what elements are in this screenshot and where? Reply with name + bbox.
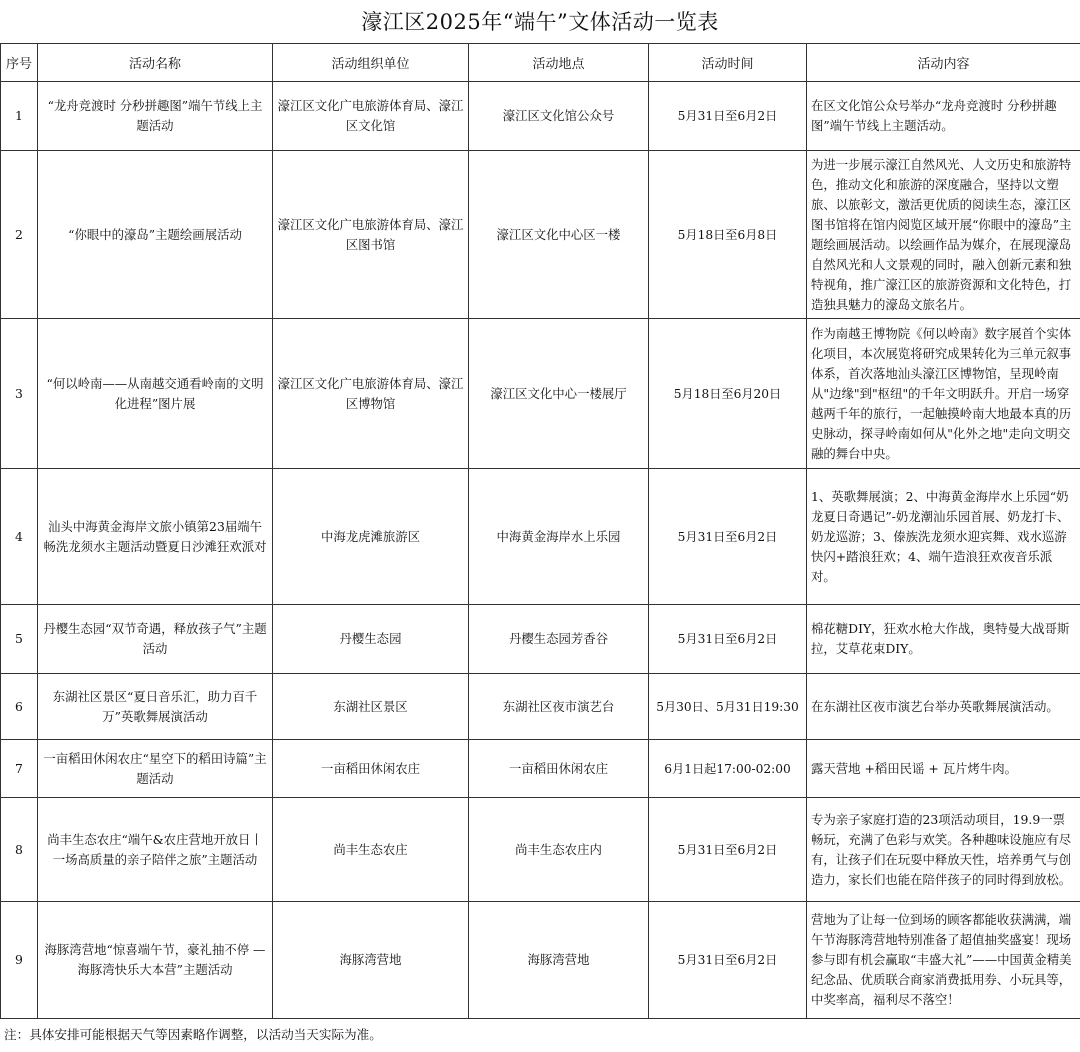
- cell-index: 4: [1, 469, 38, 605]
- table-row: [1, 798, 1080, 902]
- cell-content: 露天营地 +稻田民谣 + 瓦片烤牛肉。: [807, 740, 1080, 798]
- cell-name: “你眼中的濠岛”主题绘画展活动: [38, 151, 273, 319]
- cell-time: 5月18日至6月8日: [649, 151, 807, 319]
- cell-name: 东湖社区景区“夏日音乐汇，助力百千万”英歌舞展演活动: [38, 674, 273, 740]
- cell-org: 濠江区文化广电旅游体育局、濠江区文化馆: [273, 82, 469, 151]
- page-title: 濠江区2025年“端午”文体活动一览表: [361, 10, 719, 34]
- cell-time: 5月31日至6月2日: [649, 902, 807, 1019]
- table-row: [1, 151, 1080, 319]
- header-content: 活动内容: [807, 44, 1080, 82]
- cell-name: 一亩稻田休闲农庄“星空下的稻田诗篇”主题活动: [38, 740, 273, 798]
- cell-content: 专为亲子家庭打造的23项活动项目，19.9一票畅玩，充满了色彩与欢笑。各种趣味设施应有尽有，让孩子们在玩耍中释放天性，培养勇气与创造力，家长们也能在陪伴孩子的同时得到放松。: [807, 798, 1080, 902]
- header-place: 活动地点: [469, 44, 649, 82]
- cell-name: 尚丰生态农庄“端午&农庄营地开放日丨一场高质量的亲子陪伴之旅”主题活动: [38, 798, 273, 902]
- footnote: 注：具体安排可能根据天气等因素略作调整，以活动当天实际为准。: [4, 1027, 382, 1042]
- cell-name: 汕头中海黄金海岸文旅小镇第23届端午畅洗龙须水主题活动暨夏日沙滩狂欢派对: [38, 469, 273, 605]
- cell-org: 丹樱生态园: [273, 605, 469, 674]
- cell-index: 8: [1, 798, 38, 902]
- cell-org: 一亩稻田休闲农庄: [273, 740, 469, 798]
- activity-table: [0, 43, 1080, 1019]
- table-row: [1, 740, 1080, 798]
- cell-index: 3: [1, 319, 38, 469]
- cell-place: 尚丰生态农庄内: [469, 798, 649, 902]
- cell-place: 中海黄金海岸水上乐园: [469, 469, 649, 605]
- cell-org: 濠江区文化广电旅游体育局、濠江区图书馆: [273, 151, 469, 319]
- table-row: [1, 674, 1080, 740]
- header-index: 序号: [1, 44, 38, 82]
- cell-time: 5月30日、5月31日19:30: [649, 674, 807, 740]
- cell-org: 濠江区文化广电旅游体育局、濠江区博物馆: [273, 319, 469, 469]
- header-org: 活动组织单位: [273, 44, 469, 82]
- header-time: 活动时间: [649, 44, 807, 82]
- cell-place: 濠江区文化中心一楼展厅: [469, 319, 649, 469]
- table-row: [1, 469, 1080, 605]
- cell-time: 5月31日至6月2日: [649, 798, 807, 902]
- cell-content: 1、英歌舞展演；2、中海黄金海岸水上乐园“奶龙夏日奇遇记”-奶龙潮汕乐园首展、奶龙打卡、奶龙巡游；3、傣族洗龙须水迎宾舞、戏水巡游快闪+踏浪狂欢；4、端午造浪狂欢夜音乐派对。: [807, 469, 1080, 605]
- cell-place: 东湖社区夜市演艺台: [469, 674, 649, 740]
- header-name: 活动名称: [38, 44, 273, 82]
- cell-time: 6月1日起17:00-02:00: [649, 740, 807, 798]
- cell-org: 尚丰生态农庄: [273, 798, 469, 902]
- cell-content: 在区文化馆公众号举办“龙舟竞渡时 分秒拼趣图”端午节线上主题活动。: [807, 82, 1080, 151]
- cell-time: 5月31日至6月2日: [649, 82, 807, 151]
- cell-content: 棉花糖DIY，狂欢水枪大作战，奥特曼大战哥斯拉，艾草花束DIY。: [807, 605, 1080, 674]
- cell-org: 海豚湾营地: [273, 902, 469, 1019]
- cell-index: 5: [1, 605, 38, 674]
- cell-place: 海豚湾营地: [469, 902, 649, 1019]
- cell-org: 中海龙虎滩旅游区: [273, 469, 469, 605]
- cell-index: 2: [1, 151, 38, 319]
- cell-time: 5月31日至6月2日: [649, 469, 807, 605]
- cell-name: “何以岭南——从南越交通看岭南的文明化进程”图片展: [38, 319, 273, 469]
- cell-index: 9: [1, 902, 38, 1019]
- cell-index: 7: [1, 740, 38, 798]
- cell-name: 海豚湾营地“惊喜端午节，豪礼抽不停 —海豚湾快乐大本营”主题活动: [38, 902, 273, 1019]
- cell-name: “龙舟竞渡时 分秒拼趣图”端午节线上主题活动: [38, 82, 273, 151]
- cell-content: 在东湖社区夜市演艺台举办英歌舞展演活动。: [807, 674, 1080, 740]
- cell-index: 6: [1, 674, 38, 740]
- table-header-row: [1, 44, 1080, 82]
- cell-name: 丹樱生态园“双节奇遇，释放孩子气”主题活动: [38, 605, 273, 674]
- cell-place: 濠江区文化馆公众号: [469, 82, 649, 151]
- cell-place: 一亩稻田休闲农庄: [469, 740, 649, 798]
- cell-index: 1: [1, 82, 38, 151]
- cell-org: 东湖社区景区: [273, 674, 469, 740]
- table-row: [1, 605, 1080, 674]
- table-row: [1, 319, 1080, 469]
- cell-place: 丹樱生态园芳香谷: [469, 605, 649, 674]
- cell-content: 营地为了让每一位到场的顾客都能收获满满，端午节海豚湾营地特别准备了超值抽奖盛宴！现场参与即有机会赢取“丰盛大礼”——中国黄金精美纪念品、优质联合商家消费抵用券、小玩具等，中奖率高，福利尽不落空！: [807, 902, 1080, 1019]
- table-row: [1, 82, 1080, 151]
- cell-time: 5月18日至6月20日: [649, 319, 807, 469]
- cell-content: 作为南越王博物院《何以岭南》数字展首个实体化项目，本次展览将研究成果转化为三单元叙事体系，首次落地汕头濠江区博物馆，呈现岭南从"边缘"到"枢纽"的千年文明跃升。开启一场穿越两千年的旅行，一起触摸岭南大地最本真的历史脉动，探寻岭南如何从"化外之地"走向文明交融的舞台中央。: [807, 319, 1080, 469]
- table-row: [1, 902, 1080, 1019]
- cell-place: 濠江区文化中心区一楼: [469, 151, 649, 319]
- cell-content: 为进一步展示濠江自然风光、人文历史和旅游特色，推动文化和旅游的深度融合，坚持以文塑旅、以旅彰文，激活更优质的阅读生态，濠江区图书馆将在馆内阅览区域开展“你眼中的濠岛”主题绘画展活动。以绘画作品为媒介，在展现濠岛自然风光和人文景观的同时，融入创新元素和独特视角，推广濠江区的旅游资源和文化特色，打造独具魅力的濠岛文旅名片。: [807, 151, 1080, 319]
- cell-time: 5月31日至6月2日: [649, 605, 807, 674]
